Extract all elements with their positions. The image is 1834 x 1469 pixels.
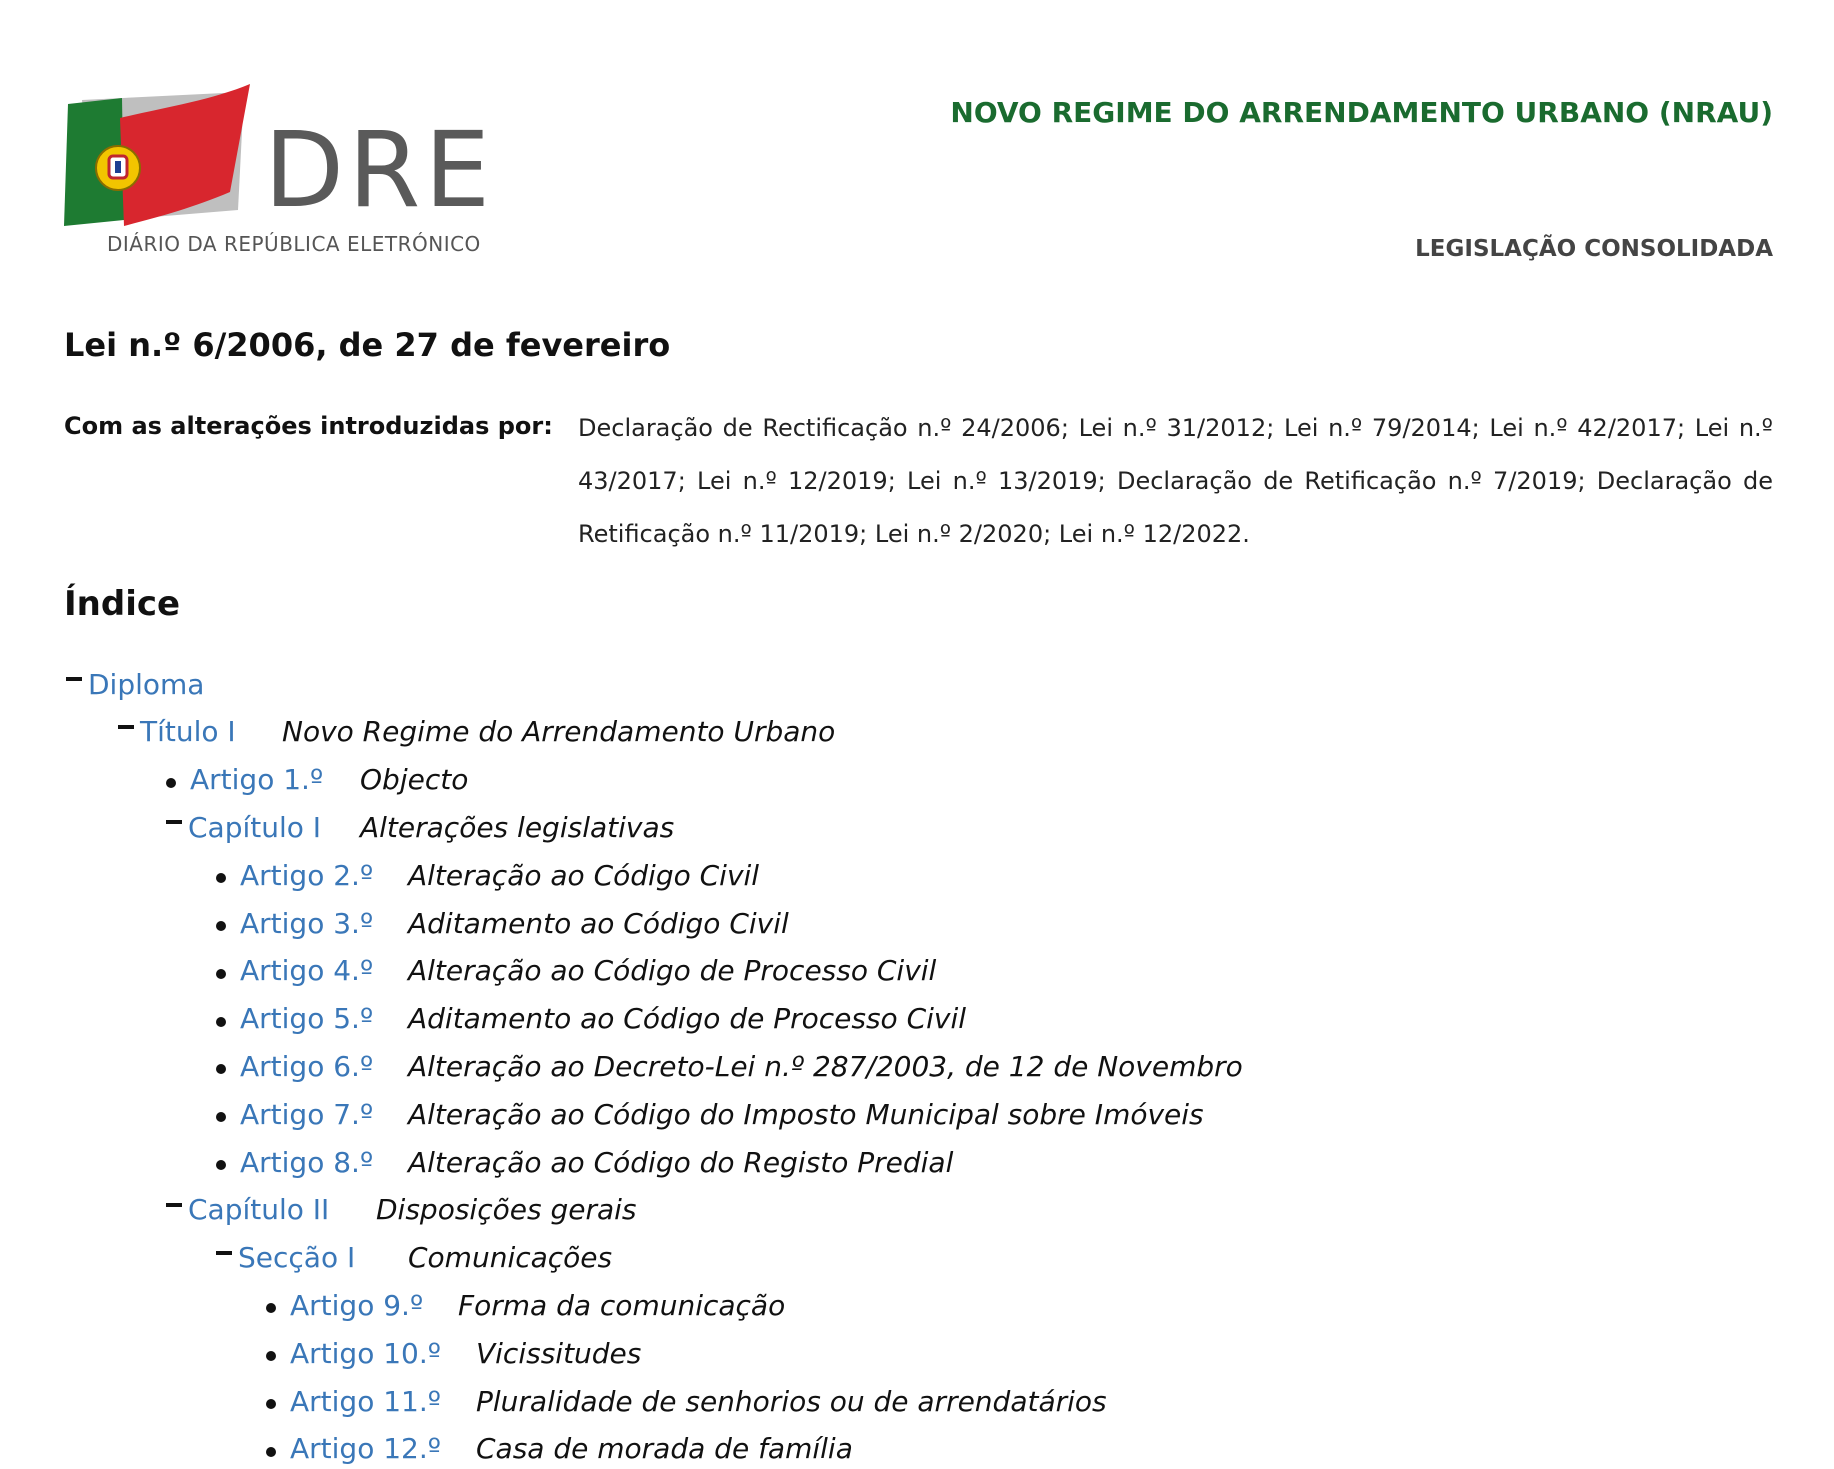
toc-link[interactable]: Artigo 4.º xyxy=(240,954,374,988)
toc-description: Alteração ao Código de Processo Civil xyxy=(408,954,937,988)
toc-item xyxy=(266,1429,441,1469)
toc-item xyxy=(118,712,236,752)
logo-wordmark: DRE xyxy=(264,109,495,231)
toc-description: Comunicações xyxy=(408,1241,613,1275)
toc-item xyxy=(166,760,323,800)
toc-description: Alterações legislativas xyxy=(360,810,675,844)
toc-item xyxy=(66,664,204,704)
toc-description: Novo Regime do Arrendamento Urbano xyxy=(282,715,836,749)
toc-description: Vicissitudes xyxy=(476,1336,642,1370)
toc-link[interactable]: Artigo 2.º xyxy=(240,858,374,892)
toc-item xyxy=(216,1142,373,1182)
toc-item xyxy=(216,1238,355,1278)
bullet-icon xyxy=(266,1447,276,1457)
toc-item xyxy=(266,1333,441,1373)
toc-description: Alteração ao Código do Registo Predial xyxy=(408,1145,954,1179)
toc-link[interactable]: Artigo 10.º xyxy=(290,1336,441,1370)
toc-description: Forma da comunicação xyxy=(458,1288,786,1322)
toc-description: Disposições gerais xyxy=(376,1193,637,1227)
toc-link[interactable]: Capítulo II xyxy=(188,1193,330,1227)
toc-link[interactable]: Artigo 8.º xyxy=(240,1145,374,1179)
document-title: Lei n.º 6/2006, de 27 de fevereiro xyxy=(64,326,671,364)
toc-link[interactable]: Capítulo I xyxy=(188,810,322,844)
collapse-dash-icon[interactable] xyxy=(166,1203,182,1207)
toc-link[interactable]: Artigo 6.º xyxy=(240,1049,374,1083)
toc-link[interactable]: Artigo 9.º xyxy=(290,1288,424,1322)
logo-caption: DIÁRIO DA REPÚBLICA ELETRÓNICO xyxy=(107,232,481,256)
toc-item xyxy=(216,1094,373,1134)
toc-link[interactable]: Artigo 7.º xyxy=(240,1097,374,1131)
toc-link[interactable]: Artigo 11.º xyxy=(290,1384,441,1418)
page-header-title: NOVO REGIME DO ARRENDAMENTO URBANO (NRAU) xyxy=(950,96,1773,129)
toc-item xyxy=(166,807,321,847)
toc-item xyxy=(216,903,373,943)
bullet-icon xyxy=(266,1399,276,1409)
toc-description: Objecto xyxy=(360,763,469,797)
toc-link[interactable]: Artigo 5.º xyxy=(240,1002,374,1036)
page-header-subtitle: LEGISLAÇÃO CONSOLIDADA xyxy=(1415,236,1773,262)
dre-logo xyxy=(62,80,495,270)
toc-item xyxy=(216,1046,373,1086)
bullet-icon xyxy=(266,1351,276,1361)
index-heading: Índice xyxy=(64,584,181,624)
collapse-dash-icon[interactable] xyxy=(166,820,182,824)
collapse-dash-icon[interactable] xyxy=(66,677,82,681)
collapse-dash-icon[interactable] xyxy=(118,725,134,729)
bullet-icon xyxy=(166,778,176,788)
collapse-dash-icon[interactable] xyxy=(216,1251,232,1255)
toc-description: Alteração ao Decreto-Lei n.º 287/2003, de 12 de Novembro xyxy=(408,1049,1243,1083)
toc-link[interactable]: Diploma xyxy=(88,667,205,701)
toc-description: Alteração ao Código Civil xyxy=(408,858,760,892)
toc-link[interactable]: Artigo 12.º xyxy=(290,1432,441,1466)
toc-item xyxy=(266,1381,441,1421)
toc-link[interactable]: Artigo 3.º xyxy=(240,906,374,940)
toc-link[interactable]: Artigo 1.º xyxy=(190,763,324,797)
toc-description: Pluralidade de senhorios ou de arrendatários xyxy=(476,1384,1107,1418)
amendments-label: Com as alterações introduzidas por: xyxy=(64,412,553,440)
toc-item xyxy=(266,1285,423,1325)
bullet-icon xyxy=(216,1017,226,1027)
toc-description: Aditamento ao Código Civil xyxy=(408,906,789,940)
toc-item xyxy=(216,999,373,1039)
flag-logo-icon xyxy=(62,80,495,231)
toc-item xyxy=(216,855,373,895)
bullet-icon xyxy=(216,873,226,883)
bullet-icon xyxy=(216,1160,226,1170)
toc-description: Casa de morada de família xyxy=(476,1432,853,1466)
bullet-icon xyxy=(216,1112,226,1122)
toc-description: Alteração ao Código do Imposto Municipal sobre Imóveis xyxy=(408,1097,1204,1131)
bullet-icon xyxy=(266,1303,276,1313)
bullet-icon xyxy=(216,921,226,931)
toc-description: Aditamento ao Código de Processo Civil xyxy=(408,1002,967,1036)
toc-item xyxy=(166,1190,329,1230)
toc-item xyxy=(216,951,373,991)
bullet-icon xyxy=(216,969,226,979)
toc-link[interactable]: Secção I xyxy=(238,1241,356,1275)
amendments-text: Declaração de Rectificação n.º 24/2006; Lei n.º 31/2012; Lei n.º 79/2014; Lei n.º 42/2017; Lei n.º 43/2017; Lei n.º 12/2019; Lei n.º 13/2019; Declaração de Retificação n.º 7/2019; Declaração de Retificação n.º 11/2019; Lei n.º 2/2020; Lei n.º 12/2022. xyxy=(578,414,1773,548)
bullet-icon xyxy=(216,1064,226,1074)
toc-link[interactable]: Título I xyxy=(140,715,236,749)
